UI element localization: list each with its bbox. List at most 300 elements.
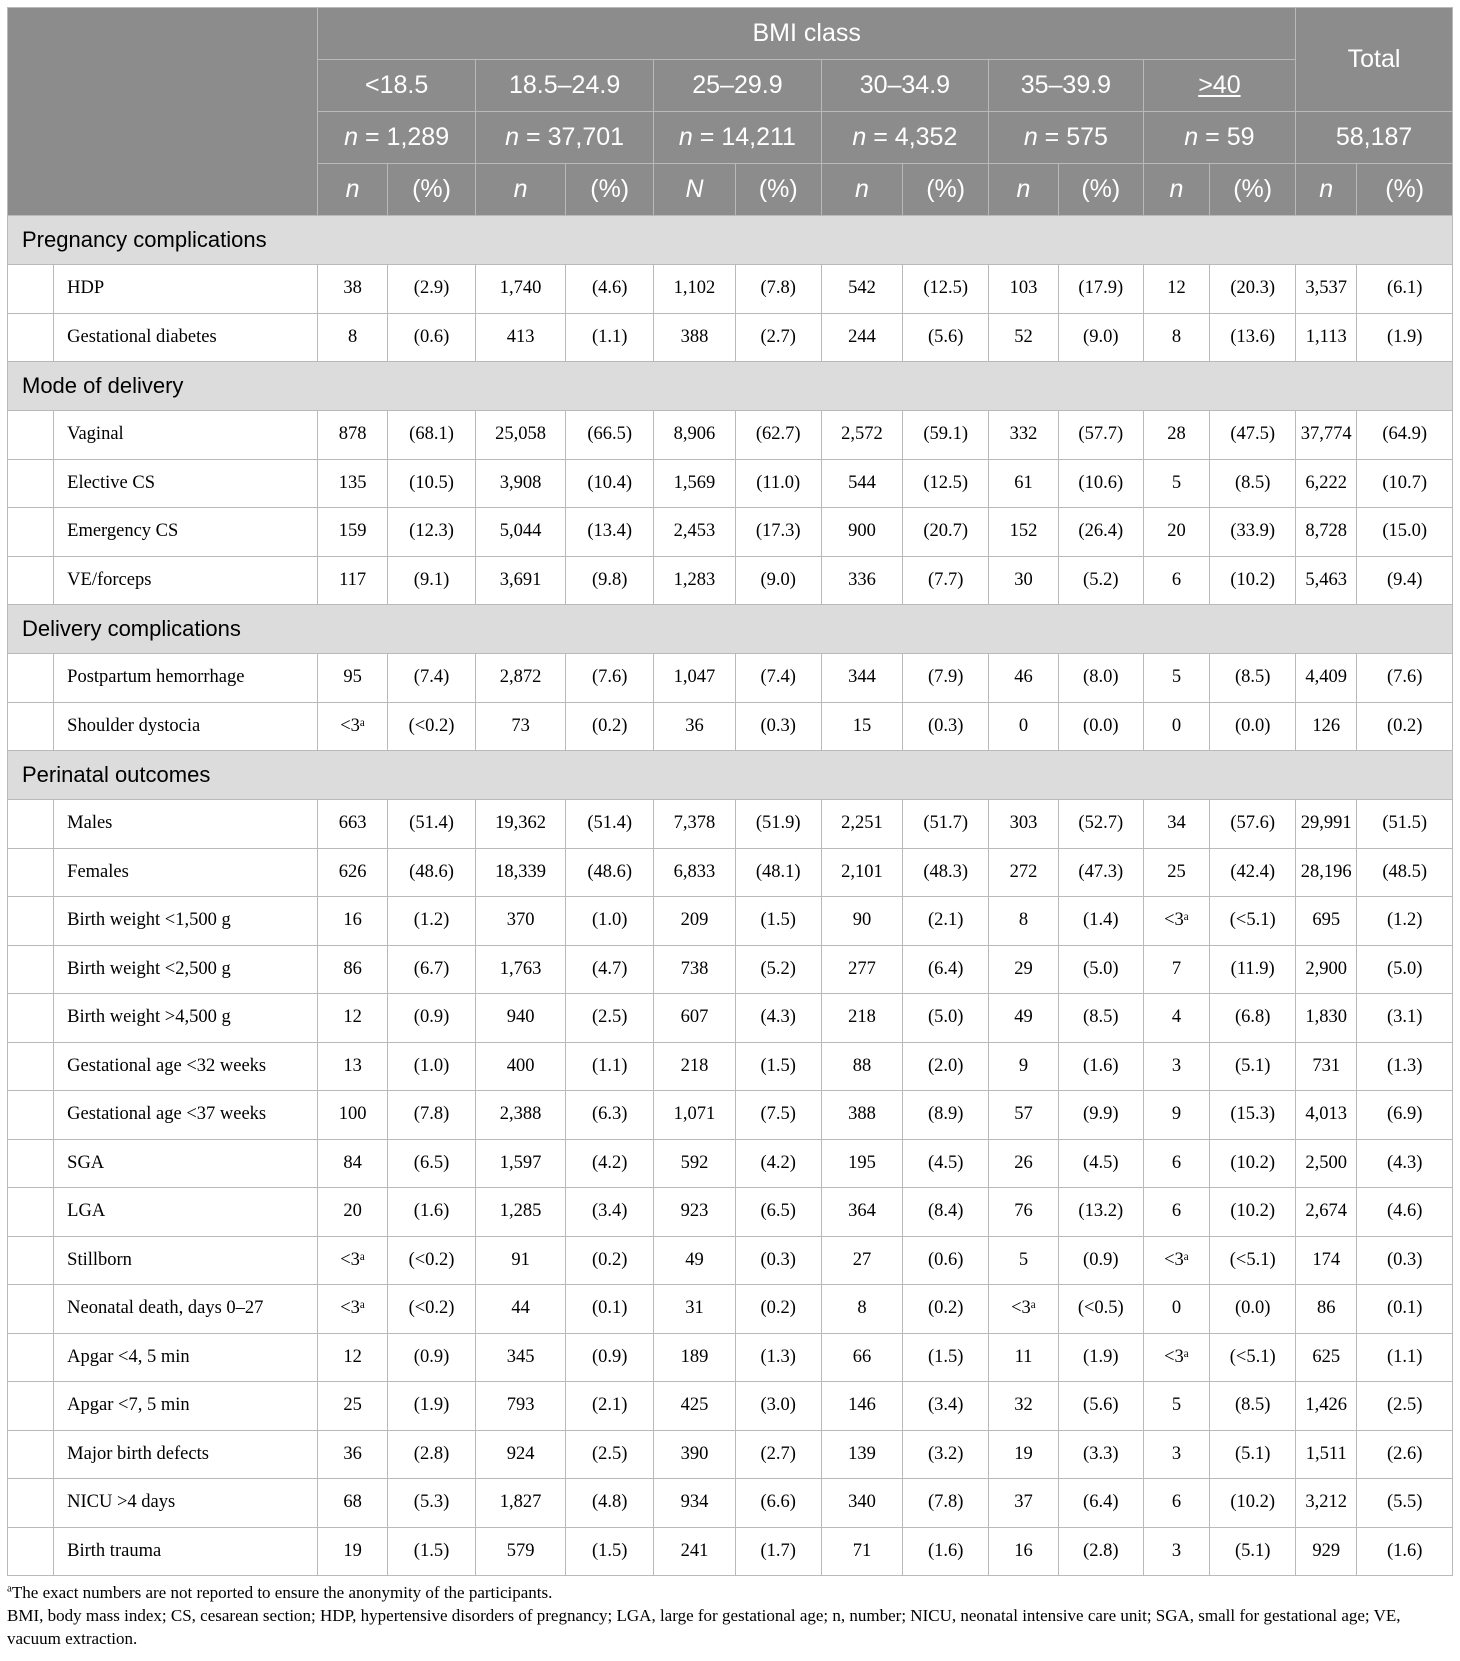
count-cell: 27 <box>821 1236 903 1285</box>
percent-cell: (59.1) <box>903 411 989 460</box>
percent-cell: (6.4) <box>1058 1479 1143 1528</box>
row-label: VE/forceps <box>54 556 318 605</box>
percent-column-header: (%) <box>903 164 989 216</box>
count-cell: 13 <box>318 1042 388 1091</box>
count-cell: 2,251 <box>821 800 903 849</box>
percent-cell: (4.2) <box>735 1139 821 1188</box>
percent-cell: (48.6) <box>388 848 476 897</box>
count-cell: 390 <box>654 1430 736 1479</box>
table-row <box>8 800 1453 849</box>
percent-cell: (4.5) <box>1058 1139 1143 1188</box>
count-cell: 388 <box>654 313 736 362</box>
count-cell: 6 <box>1143 1188 1210 1237</box>
percent-column-header: (%) <box>566 164 654 216</box>
bmi-class-header: BMI class <box>318 8 1296 60</box>
count-cell: 6 <box>1143 1479 1210 1528</box>
count-cell: 57 <box>989 1091 1059 1140</box>
count-cell: 924 <box>476 1430 566 1479</box>
row-label: Gestational diabetes <box>54 313 318 362</box>
table-row <box>8 897 1453 946</box>
count-cell: 579 <box>476 1527 566 1576</box>
percent-cell: (1.7) <box>735 1527 821 1576</box>
percent-cell: (15.3) <box>1210 1091 1296 1140</box>
count-cell: 159 <box>318 508 388 557</box>
percent-cell: (2.7) <box>735 313 821 362</box>
indent-cell <box>8 1236 54 1285</box>
indent-cell <box>8 1042 54 1091</box>
table-row <box>8 1091 1453 1140</box>
percent-cell: (13.6) <box>1210 313 1296 362</box>
indent-cell <box>8 459 54 508</box>
count-cell: <3ᵃ <box>318 1236 388 1285</box>
row-label: Vaginal <box>54 411 318 460</box>
count-cell: 25 <box>1143 848 1210 897</box>
percent-cell: (66.5) <box>566 411 654 460</box>
bmi-outcomes-table <box>7 7 1453 1576</box>
row-label: SGA <box>54 1139 318 1188</box>
count-cell: 46 <box>989 654 1059 703</box>
count-cell: 364 <box>821 1188 903 1237</box>
percent-cell: (47.3) <box>1058 848 1143 897</box>
percent-cell: (1.5) <box>903 1333 989 1382</box>
percent-cell: (4.3) <box>735 994 821 1043</box>
table-row <box>8 994 1453 1043</box>
percent-cell: (0.9) <box>566 1333 654 1382</box>
percent-cell: (51.5) <box>1357 800 1453 849</box>
percent-cell: (3.2) <box>903 1430 989 1479</box>
percent-cell: (10.7) <box>1357 459 1453 508</box>
count-cell: 923 <box>654 1188 736 1237</box>
percent-cell: (0.2) <box>566 702 654 751</box>
row-label: Gestational age <32 weeks <box>54 1042 318 1091</box>
count-cell: 71 <box>821 1527 903 1576</box>
percent-cell: (6.1) <box>1357 265 1453 314</box>
percent-cell: (1.2) <box>1357 897 1453 946</box>
count-cell: 332 <box>989 411 1059 460</box>
section-header-row <box>8 605 1453 654</box>
percent-cell: (2.8) <box>1058 1527 1143 1576</box>
count-cell: 5,044 <box>476 508 566 557</box>
count-cell: 5 <box>989 1236 1059 1285</box>
percent-cell: (3.4) <box>566 1188 654 1237</box>
count-cell: 6 <box>1143 556 1210 605</box>
row-label: Apgar <7, 5 min <box>54 1382 318 1431</box>
count-cell: 388 <box>821 1091 903 1140</box>
percent-cell: (1.4) <box>1058 897 1143 946</box>
count-cell: 19,362 <box>476 800 566 849</box>
percent-cell: (5.1) <box>1210 1430 1296 1479</box>
count-cell: 126 <box>1296 702 1357 751</box>
count-cell: <3ᵃ <box>1143 897 1210 946</box>
count-cell: 218 <box>654 1042 736 1091</box>
percent-cell: (9.8) <box>566 556 654 605</box>
percent-cell: (12.3) <box>388 508 476 557</box>
count-cell: 1,763 <box>476 945 566 994</box>
count-cell: 607 <box>654 994 736 1043</box>
count-cell: 7 <box>1143 945 1210 994</box>
count-cell: 73 <box>476 702 566 751</box>
count-cell: 29,991 <box>1296 800 1357 849</box>
row-label: Neonatal death, days 0–27 <box>54 1285 318 1334</box>
count-cell: 209 <box>654 897 736 946</box>
percent-cell: (4.2) <box>566 1139 654 1188</box>
count-cell: 8,728 <box>1296 508 1357 557</box>
percent-cell: (26.4) <box>1058 508 1143 557</box>
count-cell: 2,453 <box>654 508 736 557</box>
percent-cell: (8.5) <box>1210 459 1296 508</box>
percent-cell: (5.3) <box>388 1479 476 1528</box>
percent-cell: (9.0) <box>1058 313 1143 362</box>
count-cell: 76 <box>989 1188 1059 1237</box>
count-cell: 152 <box>989 508 1059 557</box>
table-row <box>8 459 1453 508</box>
percent-cell: (1.1) <box>566 313 654 362</box>
count-cell: 3,691 <box>476 556 566 605</box>
count-cell: 16 <box>989 1527 1059 1576</box>
count-cell: 37 <box>989 1479 1059 1528</box>
count-cell: 100 <box>318 1091 388 1140</box>
percent-cell: (10.2) <box>1210 556 1296 605</box>
percent-cell: (47.5) <box>1210 411 1296 460</box>
bmi-class-count: n = 37,701 <box>476 112 654 164</box>
percent-cell: (0.0) <box>1210 702 1296 751</box>
count-cell: 8,906 <box>654 411 736 460</box>
percent-cell: (0.9) <box>388 1333 476 1382</box>
percent-cell: (7.4) <box>735 654 821 703</box>
row-label: Elective CS <box>54 459 318 508</box>
count-cell: 3 <box>1143 1042 1210 1091</box>
percent-cell: (8.5) <box>1210 654 1296 703</box>
count-cell: <3ᵃ <box>318 702 388 751</box>
percent-cell: (6.7) <box>388 945 476 994</box>
percent-cell: (0.1) <box>1357 1285 1453 1334</box>
percent-cell: (<0.5) <box>1058 1285 1143 1334</box>
count-cell: 1,511 <box>1296 1430 1357 1479</box>
footnote-marker: a <box>7 1582 12 1595</box>
count-column-header: n <box>476 164 566 216</box>
count-cell: 272 <box>989 848 1059 897</box>
percent-cell: (3.3) <box>1058 1430 1143 1479</box>
count-cell: 277 <box>821 945 903 994</box>
row-label: Stillborn <box>54 1236 318 1285</box>
percent-cell: (<0.2) <box>388 1285 476 1334</box>
indent-cell <box>8 945 54 994</box>
percent-cell: (0.2) <box>903 1285 989 1334</box>
count-column-header: n <box>821 164 903 216</box>
percent-cell: (4.6) <box>1357 1188 1453 1237</box>
table-row <box>8 265 1453 314</box>
percent-cell: (51.4) <box>388 800 476 849</box>
count-cell: 5 <box>1143 654 1210 703</box>
percent-cell: (11.9) <box>1210 945 1296 994</box>
percent-cell: (48.5) <box>1357 848 1453 897</box>
count-cell: 695 <box>1296 897 1357 946</box>
percent-cell: (7.8) <box>388 1091 476 1140</box>
percent-cell: (15.0) <box>1357 508 1453 557</box>
table-body <box>8 216 1453 1576</box>
percent-cell: (0.3) <box>903 702 989 751</box>
table-row <box>8 1333 1453 1382</box>
count-cell: 929 <box>1296 1527 1357 1576</box>
count-cell: 244 <box>821 313 903 362</box>
total-header: Total <box>1296 8 1453 112</box>
count-cell: 61 <box>989 459 1059 508</box>
percent-cell: (1.6) <box>903 1527 989 1576</box>
indent-cell <box>8 556 54 605</box>
bmi-class-count: n = 59 <box>1143 112 1295 164</box>
section-title: Mode of delivery <box>8 362 1453 411</box>
count-cell: 345 <box>476 1333 566 1382</box>
count-cell: 19 <box>989 1430 1059 1479</box>
count-cell: 3 <box>1143 1430 1210 1479</box>
header-corner <box>8 8 318 216</box>
count-cell: 241 <box>654 1527 736 1576</box>
indent-cell <box>8 1285 54 1334</box>
row-label: LGA <box>54 1188 318 1237</box>
table-row <box>8 1479 1453 1528</box>
percent-column-header: (%) <box>1210 164 1296 216</box>
count-cell: 5 <box>1143 1382 1210 1431</box>
count-cell: 2,572 <box>821 411 903 460</box>
count-cell: 344 <box>821 654 903 703</box>
row-label: Emergency CS <box>54 508 318 557</box>
count-cell: 2,674 <box>1296 1188 1357 1237</box>
percent-cell: (51.9) <box>735 800 821 849</box>
percent-cell: (42.4) <box>1210 848 1296 897</box>
percent-cell: (11.0) <box>735 459 821 508</box>
percent-cell: (1.9) <box>1058 1333 1143 1382</box>
percent-cell: (2.5) <box>566 1430 654 1479</box>
bmi-class-count: n = 1,289 <box>318 112 476 164</box>
percent-cell: (0.2) <box>735 1285 821 1334</box>
count-cell: 218 <box>821 994 903 1043</box>
percent-cell: (7.6) <box>566 654 654 703</box>
row-label: Major birth defects <box>54 1430 318 1479</box>
count-column-header: n <box>989 164 1059 216</box>
percent-cell: (<0.2) <box>388 1236 476 1285</box>
percent-cell: (17.9) <box>1058 265 1143 314</box>
count-cell: 95 <box>318 654 388 703</box>
percent-cell: (1.1) <box>566 1042 654 1091</box>
count-cell: 195 <box>821 1139 903 1188</box>
percent-cell: (12.5) <box>903 265 989 314</box>
indent-cell <box>8 654 54 703</box>
table-row <box>8 556 1453 605</box>
percent-cell: (51.4) <box>566 800 654 849</box>
indent-cell <box>8 1139 54 1188</box>
percent-cell: (0.1) <box>566 1285 654 1334</box>
percent-cell: (1.5) <box>735 1042 821 1091</box>
count-cell: 2,900 <box>1296 945 1357 994</box>
count-cell: 2,500 <box>1296 1139 1357 1188</box>
count-cell: 1,113 <box>1296 313 1357 362</box>
count-cell: 135 <box>318 459 388 508</box>
percent-cell: (10.6) <box>1058 459 1143 508</box>
count-cell: 38 <box>318 265 388 314</box>
bmi-class-count: n = 14,211 <box>654 112 821 164</box>
percent-cell: (10.2) <box>1210 1188 1296 1237</box>
count-cell: 1,597 <box>476 1139 566 1188</box>
indent-cell <box>8 1527 54 1576</box>
footnote-abbreviations: BMI, body mass index; CS, cesarean section; HDP, hypertensive disorders of pregnancy; LGA, large for gestational age; n, number; NICU, neonatal intensive care unit; SGA, small for gestational age; VE, vacuum extraction. <box>7 1606 1401 1648</box>
count-column-header: n <box>1296 164 1357 216</box>
count-cell: <3ᵃ <box>989 1285 1059 1334</box>
footnotes <box>7 1581 1453 1650</box>
percent-cell: (57.6) <box>1210 800 1296 849</box>
footnote-a-text: The exact numbers are not reported to ensure the anonymity of the participants. <box>11 1583 553 1602</box>
count-cell: <3ᵃ <box>1143 1236 1210 1285</box>
percent-cell: (1.0) <box>566 897 654 946</box>
count-cell: 189 <box>654 1333 736 1382</box>
count-cell: 44 <box>476 1285 566 1334</box>
row-label: NICU >4 days <box>54 1479 318 1528</box>
percent-cell: (5.0) <box>1058 945 1143 994</box>
percent-cell: (0.0) <box>1210 1285 1296 1334</box>
percent-cell: (10.2) <box>1210 1139 1296 1188</box>
count-cell: 0 <box>1143 1285 1210 1334</box>
count-cell: 12 <box>318 994 388 1043</box>
count-cell: 625 <box>1296 1333 1357 1382</box>
count-cell: 878 <box>318 411 388 460</box>
count-cell: 9 <box>989 1042 1059 1091</box>
count-cell: 139 <box>821 1430 903 1479</box>
count-cell: 425 <box>654 1382 736 1431</box>
count-cell: 1,426 <box>1296 1382 1357 1431</box>
table-row <box>8 1236 1453 1285</box>
percent-cell: (7.5) <box>735 1091 821 1140</box>
percent-cell: (6.5) <box>388 1139 476 1188</box>
count-cell: 8 <box>989 897 1059 946</box>
percent-cell: (4.5) <box>903 1139 989 1188</box>
count-cell: 5 <box>1143 459 1210 508</box>
count-cell: 6,222 <box>1296 459 1357 508</box>
indent-cell <box>8 1333 54 1382</box>
count-cell: <3ᵃ <box>1143 1333 1210 1382</box>
percent-cell: (13.2) <box>1058 1188 1143 1237</box>
count-cell: 7,378 <box>654 800 736 849</box>
count-cell: 6,833 <box>654 848 736 897</box>
count-cell: 400 <box>476 1042 566 1091</box>
percent-cell: (10.4) <box>566 459 654 508</box>
indent-cell <box>8 702 54 751</box>
percent-cell: (1.1) <box>1357 1333 1453 1382</box>
indent-cell <box>8 1382 54 1431</box>
percent-cell: (<5.1) <box>1210 1333 1296 1382</box>
percent-column-header: (%) <box>1058 164 1143 216</box>
bmi-class-label-text: >40 <box>1198 71 1241 99</box>
percent-cell: (5.1) <box>1210 1527 1296 1576</box>
count-cell: 49 <box>989 994 1059 1043</box>
percent-cell: (1.6) <box>1357 1527 1453 1576</box>
count-cell: 4,409 <box>1296 654 1357 703</box>
count-cell: 1,569 <box>654 459 736 508</box>
percent-cell: (4.8) <box>566 1479 654 1528</box>
indent-cell <box>8 994 54 1043</box>
count-cell: 731 <box>1296 1042 1357 1091</box>
count-cell: 19 <box>318 1527 388 1576</box>
percent-cell: (3.0) <box>735 1382 821 1431</box>
percent-cell: (0.9) <box>1058 1236 1143 1285</box>
row-label: HDP <box>54 265 318 314</box>
count-cell: 793 <box>476 1382 566 1431</box>
count-cell: 336 <box>821 556 903 605</box>
bmi-class-label: <18.5 <box>318 60 476 112</box>
count-cell: 340 <box>821 1479 903 1528</box>
percent-cell: (8.5) <box>1210 1382 1296 1431</box>
count-cell: 15 <box>821 702 903 751</box>
count-cell: 3,908 <box>476 459 566 508</box>
count-cell: 1,830 <box>1296 994 1357 1043</box>
percent-cell: (48.3) <box>903 848 989 897</box>
section-title: Delivery complications <box>8 605 1453 654</box>
bmi-class-label: 35–39.9 <box>989 60 1144 112</box>
table-row <box>8 1285 1453 1334</box>
count-cell: 544 <box>821 459 903 508</box>
table-row <box>8 313 1453 362</box>
table-row <box>8 945 1453 994</box>
indent-cell <box>8 800 54 849</box>
row-label: Birth weight >4,500 g <box>54 994 318 1043</box>
count-cell: 36 <box>654 702 736 751</box>
count-cell: 1,285 <box>476 1188 566 1237</box>
percent-cell: (2.1) <box>566 1382 654 1431</box>
percent-cell: (1.5) <box>388 1527 476 1576</box>
percent-cell: (9.4) <box>1357 556 1453 605</box>
percent-cell: (5.0) <box>1357 945 1453 994</box>
count-cell: 88 <box>821 1042 903 1091</box>
percent-cell: (<5.1) <box>1210 897 1296 946</box>
percent-column-header: (%) <box>735 164 821 216</box>
count-cell: 117 <box>318 556 388 605</box>
percent-cell: (0.3) <box>735 1236 821 1285</box>
percent-cell: (<5.1) <box>1210 1236 1296 1285</box>
count-cell: 18,339 <box>476 848 566 897</box>
count-cell: 8 <box>318 313 388 362</box>
percent-cell: (57.7) <box>1058 411 1143 460</box>
percent-cell: (1.0) <box>388 1042 476 1091</box>
count-cell: 28,196 <box>1296 848 1357 897</box>
percent-cell: (7.7) <box>903 556 989 605</box>
table-row <box>8 1527 1453 1576</box>
percent-cell: (6.4) <box>903 945 989 994</box>
count-cell: 4 <box>1143 994 1210 1043</box>
section-header-row <box>8 216 1453 265</box>
percent-cell: (2.0) <box>903 1042 989 1091</box>
percent-cell: (2.7) <box>735 1430 821 1479</box>
count-cell: 25 <box>318 1382 388 1431</box>
section-header-row <box>8 751 1453 800</box>
percent-cell: (0.0) <box>1058 702 1143 751</box>
count-cell: 663 <box>318 800 388 849</box>
count-cell: 29 <box>989 945 1059 994</box>
percent-cell: (5.2) <box>735 945 821 994</box>
percent-cell: (8.9) <box>903 1091 989 1140</box>
percent-column-header: (%) <box>1357 164 1453 216</box>
count-cell: 1,047 <box>654 654 736 703</box>
table-row <box>8 654 1453 703</box>
section-title: Pregnancy complications <box>8 216 1453 265</box>
bmi-class-label: 18.5–24.9 <box>476 60 654 112</box>
indent-cell <box>8 897 54 946</box>
count-column-header: n <box>318 164 388 216</box>
percent-cell: (2.9) <box>388 265 476 314</box>
indent-cell <box>8 848 54 897</box>
percent-cell: (2.8) <box>388 1430 476 1479</box>
percent-cell: (5.5) <box>1357 1479 1453 1528</box>
percent-cell: (9.1) <box>388 556 476 605</box>
count-cell: 2,872 <box>476 654 566 703</box>
percent-cell: (17.3) <box>735 508 821 557</box>
